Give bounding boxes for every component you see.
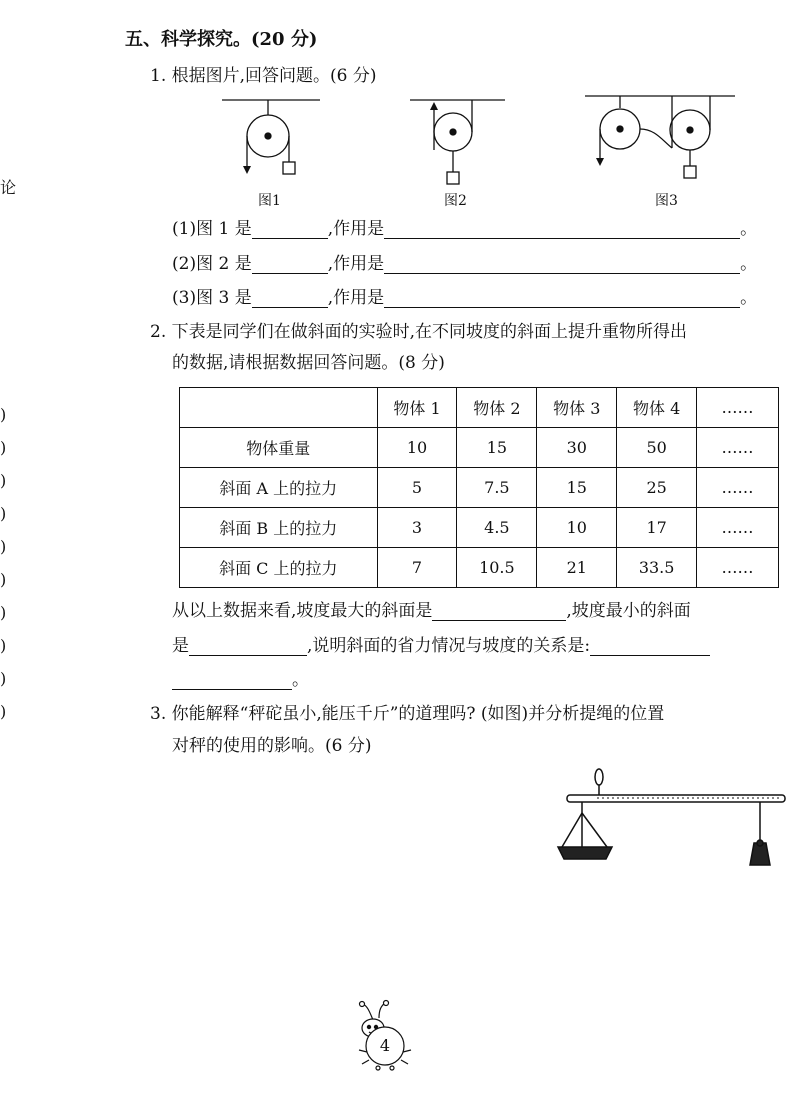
q1-item-2 — [172, 254, 757, 274]
q2-stem-line1: 2. 下表是同学们在做斜面的实验时,在不同坡度的斜面上提升重物所得出 — [150, 322, 688, 342]
left-edge-paren: ) — [0, 438, 7, 457]
table-cell: 33.5 — [617, 548, 697, 588]
table-header-cell: 物体 2 — [457, 388, 537, 428]
table-cell: 7.5 — [457, 468, 537, 508]
left-edge-paren: ) — [0, 636, 7, 655]
q1-item-2-mid: ,作用是 — [327, 254, 385, 274]
table-cell: 7 — [377, 548, 457, 588]
table-row-label: 斜面 A 上的拉力 — [180, 468, 378, 508]
table-cell: 3 — [377, 508, 457, 548]
q1-item-3-end: 。 — [740, 288, 758, 308]
table-row-label: 物体重量 — [180, 428, 378, 468]
q2-answer-line1-a: 从以上数据来看,坡度最大的斜面是 — [172, 601, 433, 621]
pulley-figure-2 — [410, 100, 505, 184]
table-cell: 17 — [617, 508, 697, 548]
table-header-cell: 物体 4 — [617, 388, 697, 428]
q2-answer-line1-b: ,坡度最小的斜面 — [566, 601, 691, 621]
table-cell: …… — [697, 428, 779, 468]
table-cell: 10 — [377, 428, 457, 468]
steelyard-illustration — [552, 765, 788, 877]
left-edge-paren: ) — [0, 603, 7, 622]
left-edge-char: 论 — [0, 178, 17, 197]
q2-answer-line3-end: 。 — [292, 670, 309, 690]
figure-caption-2: 图2 — [444, 193, 467, 209]
table-row — [180, 548, 779, 588]
q1-item-2-blank-a[interactable] — [252, 257, 328, 274]
page-number: 4 — [379, 1036, 391, 1055]
q1-item-1 — [172, 219, 757, 239]
q1-item-3-blank-b[interactable] — [384, 291, 740, 308]
q1-stem: 1. 根据图片,回答问题。(6 分) — [150, 66, 377, 86]
q1-item-1-mid: ,作用是 — [327, 219, 385, 239]
pulley-figure-1 — [222, 100, 320, 174]
table-header-cell — [180, 388, 378, 428]
q1-item-3-mid: ,作用是 — [327, 288, 385, 308]
q1-item-2-end: 。 — [740, 254, 758, 274]
left-edge-paren: ) — [0, 471, 7, 490]
table-row — [180, 468, 779, 508]
left-edge-paren: ) — [0, 537, 7, 556]
left-edge-paren: ) — [0, 504, 7, 523]
q2-blank-relation-a[interactable] — [590, 639, 710, 656]
table-cell: …… — [697, 548, 779, 588]
q2-answer-line2-a: 是 — [172, 636, 189, 656]
q2-answer-line3 — [172, 670, 309, 690]
q1-item-2-blank-b[interactable] — [384, 257, 740, 274]
q3-stem-line1: 3. 你能解释“秤砣虽小,能压千斤”的道理吗? (如图)并分析提绳的位置 — [150, 704, 665, 724]
figure-caption-3: 图3 — [655, 193, 678, 209]
table-cell: 10.5 — [457, 548, 537, 588]
q2-stem-line2: 的数据,请根据数据回答问题。(8 分) — [172, 353, 445, 373]
table-cell: 15 — [537, 468, 617, 508]
table-cell: 15 — [457, 428, 537, 468]
left-edge-paren: ) — [0, 570, 7, 589]
table-cell: 25 — [617, 468, 697, 508]
table-cell: 5 — [377, 468, 457, 508]
table-header-cell: 物体 1 — [377, 388, 457, 428]
table-row-label: 斜面 C 上的拉力 — [180, 548, 378, 588]
q2-answer-line1 — [172, 601, 691, 621]
left-edge-paren: ) — [0, 669, 7, 688]
table-cell: 30 — [537, 428, 617, 468]
q1-item-3-prefix: (3)图 3 是 — [172, 288, 252, 308]
table-cell: 4.5 — [457, 508, 537, 548]
table-row-label: 斜面 B 上的拉力 — [180, 508, 378, 548]
q1-item-1-blank-a[interactable] — [252, 222, 328, 239]
pulley-figures — [210, 90, 770, 190]
section-title: 五、科学探究。(20 分) — [125, 29, 318, 50]
table-header-row — [180, 388, 779, 428]
table-row — [180, 508, 779, 548]
pulley-figure-3 — [585, 96, 735, 178]
q1-item-3-blank-a[interactable] — [252, 291, 328, 308]
q2-blank-gentlest[interactable] — [189, 639, 307, 656]
q1-item-1-blank-b[interactable] — [384, 222, 740, 239]
left-edge-paren: ) — [0, 702, 7, 721]
table-cell: 10 — [537, 508, 617, 548]
table-header-cell: …… — [697, 388, 779, 428]
q2-answer-line2-b: ,说明斜面的省力情况与坡度的关系是: — [307, 636, 591, 656]
table-cell: …… — [697, 468, 779, 508]
q3-stem-line2: 对秤的使用的影响。(6 分) — [172, 736, 372, 756]
q2-blank-steepest[interactable] — [432, 604, 566, 621]
q2-answer-line2 — [172, 636, 710, 656]
table-header-cell: 物体 3 — [537, 388, 617, 428]
q1-item-2-prefix: (2)图 2 是 — [172, 254, 252, 274]
q1-item-1-prefix: (1)图 1 是 — [172, 219, 252, 239]
q2-blank-relation-b[interactable] — [172, 673, 292, 690]
table-cell: 21 — [537, 548, 617, 588]
q1-item-1-end: 。 — [740, 219, 758, 239]
left-edge-paren: ) — [0, 405, 7, 424]
slope-data-table — [179, 387, 779, 588]
table-cell: 50 — [617, 428, 697, 468]
figure-caption-1: 图1 — [258, 193, 281, 209]
q1-item-3 — [172, 288, 757, 308]
table-row — [180, 428, 779, 468]
table-cell: …… — [697, 508, 779, 548]
